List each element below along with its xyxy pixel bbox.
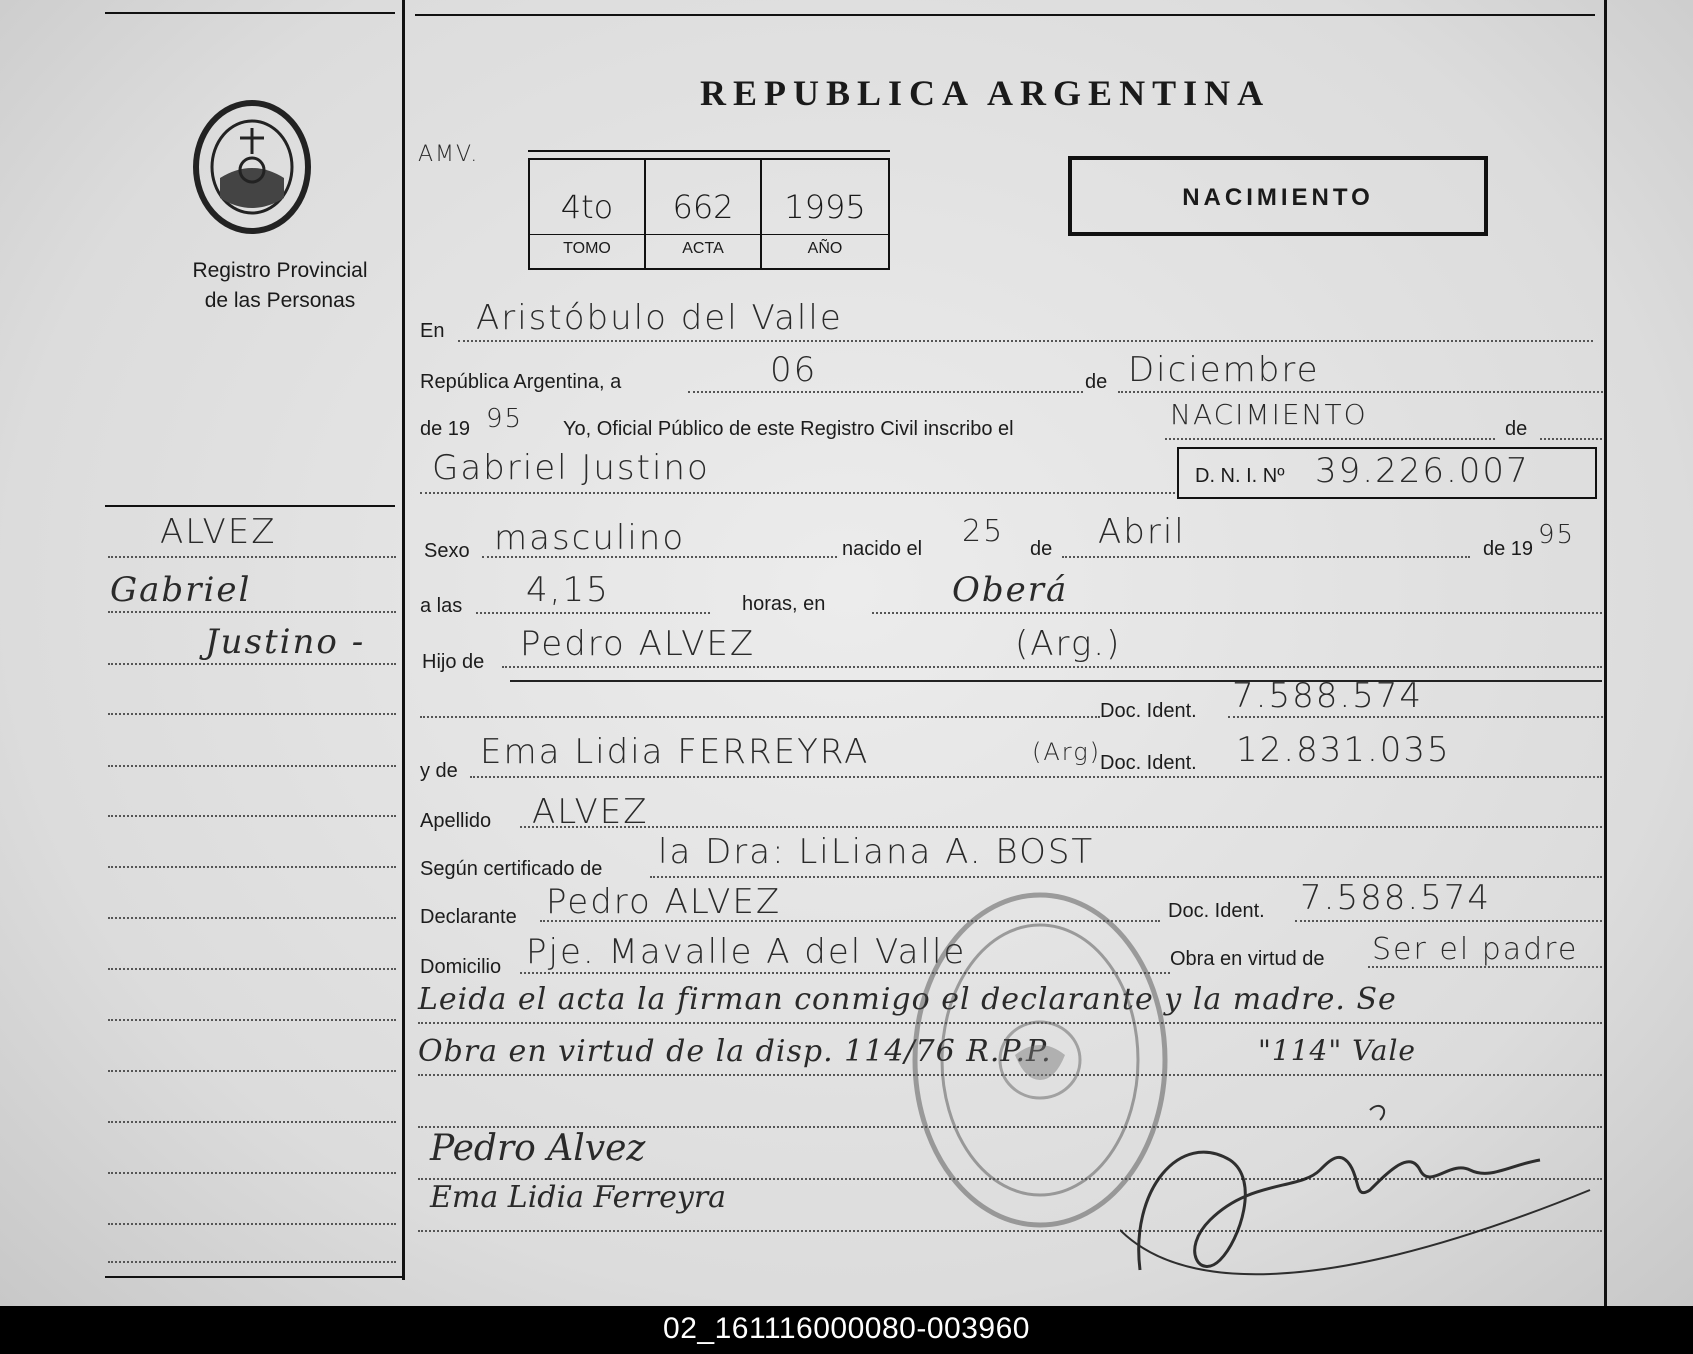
year-suffix: 95 [486, 404, 524, 434]
image-code: 02_161116000080-003960 [663, 1312, 1030, 1345]
country-title: REPUBLICA ARGENTINA [700, 73, 1271, 113]
acta-value: 662 [672, 188, 734, 226]
declarante-doc-line [1295, 920, 1602, 922]
hijo-line-2 [510, 680, 1602, 682]
father-name: Pedro ALVEZ [520, 624, 756, 664]
margin-line [108, 611, 396, 613]
frame-right [1604, 0, 1607, 1306]
republica-label: República Argentina, a [420, 371, 622, 393]
yde-label: y de [420, 760, 458, 782]
declarante-doc: 7.588.574 [1300, 878, 1492, 918]
ano-cell [762, 160, 888, 268]
inscribe-value: NACIMIENTO [1170, 398, 1368, 431]
register-box [528, 158, 890, 270]
tomo-value: 4to [560, 188, 614, 226]
obra-label: Obra en virtud de [1170, 948, 1325, 970]
mother-signature: Ema Lidia Ferreyra [430, 1180, 727, 1215]
tomo-cell [530, 160, 644, 268]
image-id-bar [0, 1306, 1693, 1354]
margin-name-1: Gabriel [110, 570, 252, 610]
en-line [458, 340, 1593, 342]
de2-label: de [1505, 418, 1528, 440]
dni-value: 39.226.007 [1315, 451, 1530, 491]
ano-label: AÑO [807, 240, 843, 257]
child-name: Gabriel Justino [432, 448, 710, 488]
birth-day: 25 [962, 514, 1005, 549]
hour-line [476, 612, 710, 614]
top-rule-right [415, 14, 1595, 16]
sexo-label: Sexo [424, 540, 470, 562]
dni-label: D. N. I. Nº [1195, 465, 1285, 487]
margin-divider [105, 505, 395, 507]
margin-line [108, 713, 396, 715]
acta-label: ACTA [682, 240, 724, 257]
inscribe-line [1165, 438, 1495, 440]
hour-value: 4,15 [526, 570, 610, 610]
place-value: Oberá [952, 570, 1069, 610]
text-line-1: Leida el acta la firman conmigo el declarante y la madre. Se [418, 982, 1397, 1017]
record-type-box [1068, 156, 1488, 236]
month-line [1118, 391, 1603, 393]
declarante-value: Pedro ALVEZ [546, 882, 782, 922]
place-line [872, 612, 1602, 614]
father-signature: Pedro Alvez [430, 1128, 646, 1169]
text-line-2b: "114" Vale [1258, 1034, 1416, 1067]
margin-bottom-rule [105, 1276, 403, 1278]
mother-nationality: (Arg) [1032, 738, 1101, 766]
margin-line [108, 1121, 396, 1123]
register-top-rule [528, 150, 890, 152]
child-line [420, 492, 1175, 494]
margin-line [108, 1172, 396, 1174]
declarante-doc-label: Doc. Ident. [1168, 900, 1265, 922]
birth-month: Abril [1098, 512, 1186, 552]
province-seal-icon [190, 98, 314, 236]
en-label: En [420, 320, 445, 342]
alas-label: a las [420, 595, 463, 617]
acta-cell [646, 160, 760, 268]
birth-year-suffix: 95 [1538, 520, 1576, 550]
apellido-label: Apellido [420, 810, 492, 832]
margin-line [108, 968, 396, 970]
domicilio-value: Pje. Mavalle A del Valle [526, 932, 967, 972]
father-doc: 7.588.574 [1232, 676, 1424, 716]
officer-signature-icon [1120, 1070, 1600, 1300]
margin-surname: ALVEZ [160, 512, 277, 552]
hijo-line [502, 666, 1602, 668]
margin-line [108, 917, 396, 919]
yo-label: Yo, Oficial Público de este Registro Civil inscribo el [563, 418, 1014, 440]
father-doc-line [1228, 716, 1603, 718]
margin-line [108, 1070, 396, 1072]
segun-label: Según certificado de [420, 858, 603, 880]
tomo-label: TOMO [563, 240, 611, 257]
obra-value: Ser el padre [1372, 932, 1579, 967]
margin-line [108, 815, 396, 817]
en-value: Aristóbulo del Valle [476, 298, 843, 338]
de3-label: de [1030, 538, 1053, 560]
mother-name: Ema Lidia FERREYRA [480, 732, 870, 772]
father-doc-pre-line [420, 716, 1100, 718]
margin-line [108, 1261, 396, 1263]
mother-doc: 12.831.035 [1236, 730, 1451, 770]
obra-line [1368, 966, 1602, 968]
day-line [688, 391, 1083, 393]
margin-line [108, 1223, 396, 1225]
dni-box [1177, 447, 1597, 499]
father-doc-label: Doc. Ident. [1100, 700, 1197, 722]
apellido-value: ALVEZ [532, 792, 649, 832]
ano-value: 1995 [784, 188, 866, 226]
sexo-value: masculino [494, 518, 686, 558]
mother-line [470, 776, 1602, 778]
father-nationality: (Arg.) [1015, 624, 1122, 664]
nacido-label: nacido el [842, 538, 923, 560]
margin-line [108, 556, 396, 558]
domicilio-label: Domicilio [420, 956, 502, 978]
text-line-2: Obra en virtud de la disp. 114/76 R.P.P. [418, 1034, 1052, 1069]
register-mid-rule [530, 234, 888, 235]
office-line-2: de las Personas [204, 289, 356, 312]
office-line-1: Registro Provincial [192, 259, 368, 282]
de19b-label: de 19 [1483, 538, 1534, 560]
frame-left [402, 0, 405, 1280]
de2-line [1540, 438, 1602, 440]
margin-note: AMV. [418, 142, 480, 167]
margin-line [108, 765, 396, 767]
registry-office-title [120, 256, 440, 316]
margin-line [108, 663, 396, 665]
birth-month-line [1062, 556, 1470, 558]
de19-label: de 19 [420, 418, 471, 440]
day-value: 06 [770, 350, 818, 390]
apellido-line [520, 826, 1602, 828]
record-type-label: NACIMIENTO [1182, 184, 1374, 211]
mother-doc-label: Doc. Ident. [1100, 752, 1197, 774]
margin-line [108, 866, 396, 868]
declarante-label: Declarante [420, 906, 517, 928]
de1-label: de [1085, 371, 1108, 393]
segun-value: la Dra: LiLiana A. BOST [658, 832, 1095, 872]
month-value: Diciembre [1128, 350, 1320, 390]
top-rule-left [105, 12, 395, 14]
hijo-label: Hijo de [422, 651, 485, 673]
margin-name-2: Justino - [205, 622, 366, 662]
horas-label: horas, en [742, 593, 826, 615]
margin-line [108, 1019, 396, 1021]
